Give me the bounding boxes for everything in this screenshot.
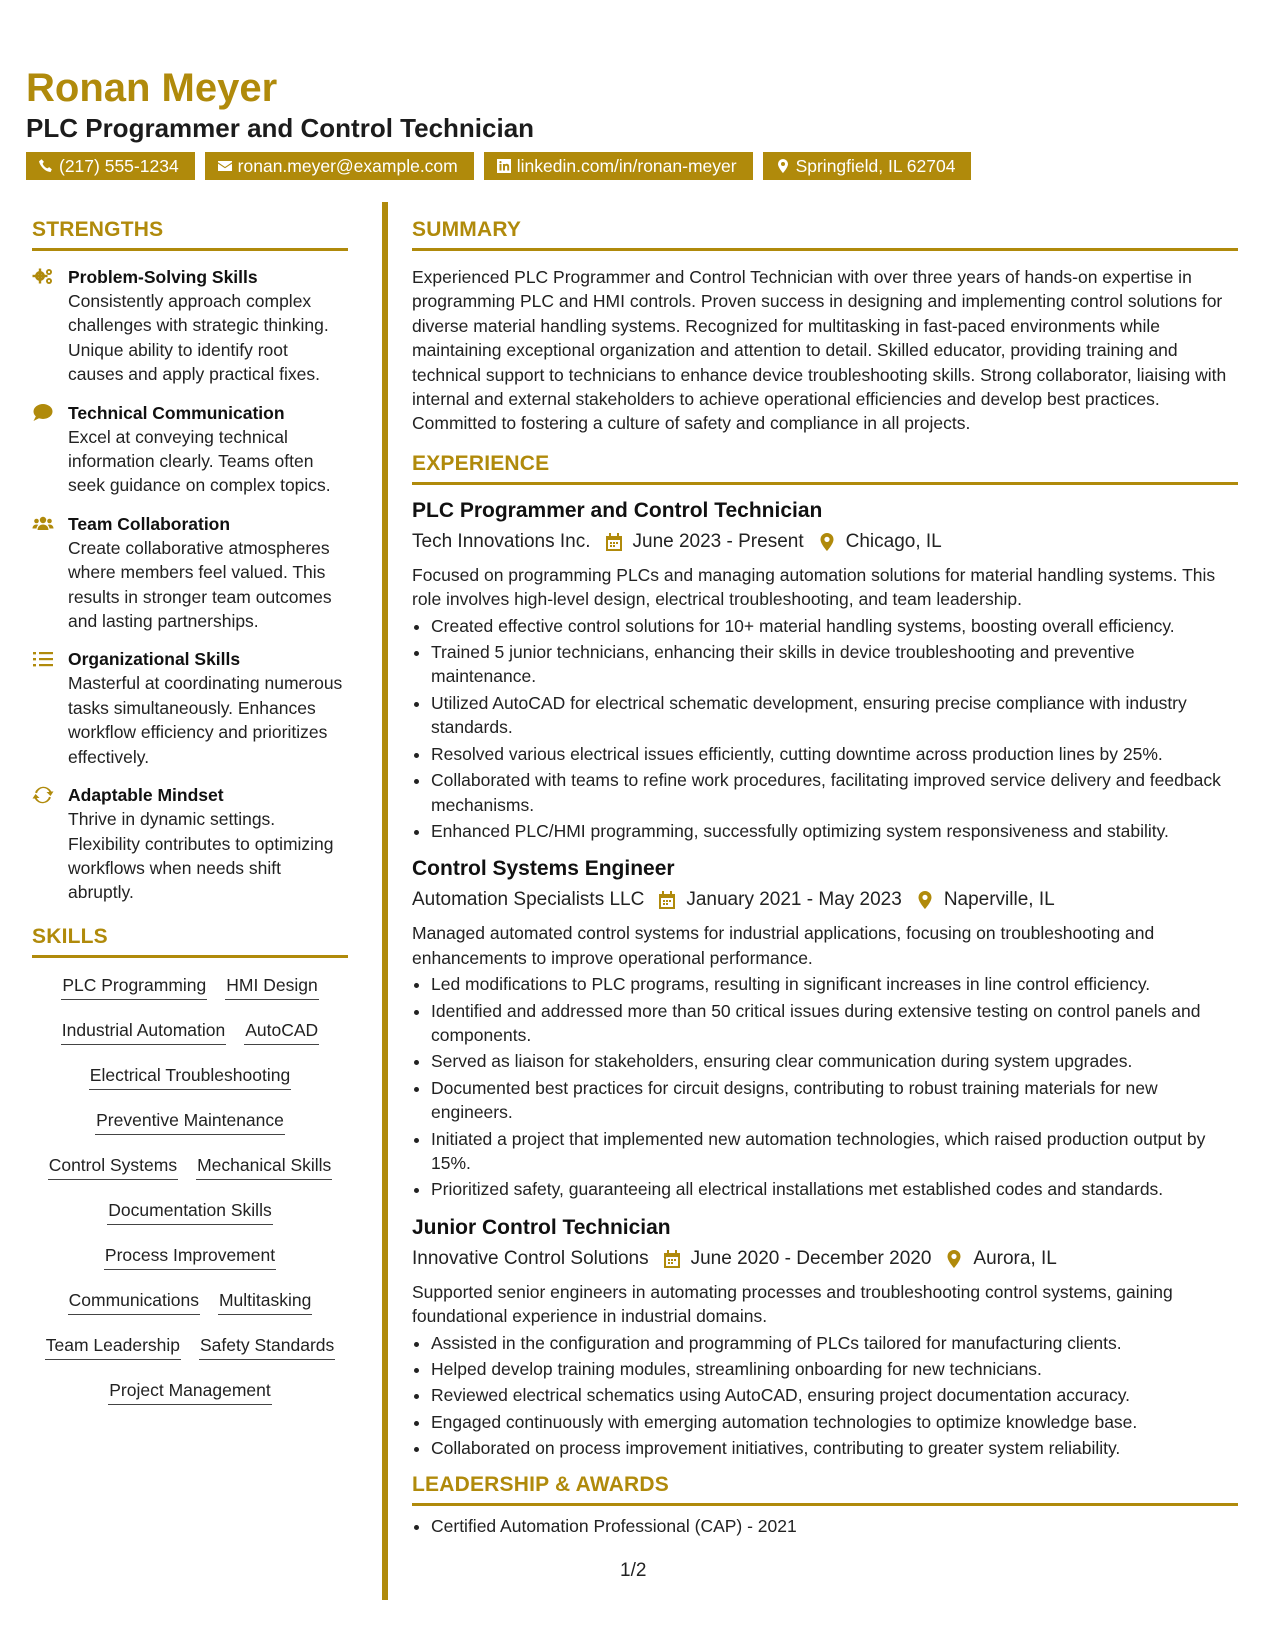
experience-heading: EXPERIENCE [412,452,1238,485]
calendar-icon [605,532,623,552]
skills-row [104,1242,276,1287]
awards-heading: LEADERSHIP & AWARDS [412,1473,1238,1506]
contact-phone-text: (217) 555-1234 [59,156,179,176]
job-bullet: • Engaged continuously with emerging automation technologies to optimize knowledge base. [431,1410,1238,1434]
calendar-icon [658,890,676,910]
contact-linkedin[interactable] [484,152,753,180]
contact-email[interactable] [205,152,474,180]
job-description: Managed automated control systems for industrial applications, focusing on troubleshooting and enhancements to improve operational performance. [412,923,1155,968]
job-bullets [412,614,1238,844]
strength-title: Adaptable Mindset [68,785,224,806]
strength-text: Consistently approach complex challenges with strategic thinking. Unique ability to identify root causes and apply practical fixes. [68,291,329,385]
column-divider [382,202,388,1600]
skill-tag: HMI Design [225,972,318,1000]
skills-row [68,1287,313,1332]
skills-row [107,1197,272,1242]
linkedin-icon [496,158,512,174]
strengths-heading: STRENGTHS [32,218,348,251]
job-meta [412,527,1238,557]
job-dates: January 2021 - May 2023 [686,889,902,911]
skills-row [61,1017,319,1062]
contact-email-text: ronan.meyer@example.com [237,156,458,176]
skill-tag: AutoCAD [244,1017,319,1045]
skill-tag: Project Management [108,1377,271,1405]
strength-title: Problem-Solving Skills [68,267,258,287]
skill-tag: Control Systems [48,1152,178,1180]
speech-bubble-icon [32,403,54,423]
contact-linkedin-text: linkedin.com/in/ronan-meyer [516,156,737,176]
right-column [412,218,1238,1540]
job-location: Aurora, IL [973,1247,1057,1269]
job-bullet: • Initiated a project that implemented new automation technologies, which raised production output by 15%. [431,1127,1238,1176]
award-item: • Certified Automation Professional (CAP) - 2021 [431,1514,1238,1538]
job-bullets [412,972,1238,1202]
job-bullet: • Enhanced PLC/HMI programming, successfully optimizing system responsiveness and stability. [431,819,1238,843]
job-entry [412,855,1238,1201]
skill-tag: Safety Standards [199,1332,335,1360]
job-entry [412,497,1238,843]
job-title: Junior Control Technician [412,1215,671,1239]
skills-row [95,1107,285,1152]
strength-item [32,512,348,634]
contact-bar [26,152,971,180]
summary-text: Experienced PLC Programmer and Control Technician with over three years of hands-on expertise in programming PLC and HMI controls. Proven success in designing and implementing control solutions for diverse material handling systems. Recognized for multitasking in fast-paced environments while maintaining exceptional organization and attention to detail. Skilled educator, providing training and technical support to technicians to enhance device troubleshooting skills. Strong collaborator, liaising with internal and external stakeholders to achieve operational efficiencies and develop best practices. Committed to fostering a culture of safety and compliance in all projects. [412,267,1227,434]
strength-item [32,647,348,769]
map-pin-icon [775,158,791,174]
strength-text: Excel at conveying technical information clearly. Teams often seek guidance on complex topics. [68,426,331,496]
skills-row [48,1152,333,1197]
candidate-role: PLC Programmer and Control Technician [26,113,535,143]
strength-title: Technical Communication [68,402,285,423]
job-title: Control Systems Engineer [412,857,675,881]
contact-location[interactable] [763,152,972,180]
users-icon [32,514,54,534]
skills-row [45,1332,336,1377]
gears-icon [32,267,54,287]
job-location: Chicago, IL [845,530,942,552]
strength-item [32,783,348,905]
skills-row [89,1062,291,1107]
job-bullet: • Collaborated on process improvement initiatives, contributing to greater system reliability. [431,1436,1238,1460]
strength-item [32,401,348,498]
calendar-icon [663,1249,681,1269]
skill-tag: Communications [68,1287,200,1315]
skill-tag: Process Improvement [104,1242,276,1270]
summary-heading: SUMMARY [412,218,1238,251]
phone-icon [38,158,54,174]
awards-list [412,1514,1238,1538]
strength-title: Team Collaboration [68,513,231,534]
skill-tag: Mechanical Skills [196,1152,332,1180]
strength-text: Thrive in dynamic settings. Flexibility contributes to optimizing workflows when needs shift abruptly. [68,809,334,903]
skill-tag: Electrical Troubleshooting [89,1062,291,1090]
strength-title: Organizational Skills [68,649,241,670]
candidate-name: Ronan Meyer [26,66,278,110]
envelope-icon [217,158,233,174]
job-meta [412,885,1238,915]
skill-tag: Multitasking [218,1287,312,1315]
skills-heading: SKILLS [32,925,348,958]
strength-text: Create collaborative atmospheres where members feel valued. This results in stronger team outcomes and lasting partnerships. [68,537,332,632]
job-bullet: • Assisted in the configuration and programming of PLCs tailored for manufacturing clients. [431,1331,1238,1355]
job-company: Innovative Control Solutions [412,1247,649,1269]
skill-tag: Team Leadership [45,1332,181,1360]
job-bullet: • Helped develop training modules, streamlining onboarding for new technicians. [431,1357,1238,1381]
job-bullet: • Led modifications to PLC programs, resulting in significant increases in line control efficiency. [431,972,1238,996]
refresh-icon [32,785,54,805]
job-title: PLC Programmer and Control Technician [412,498,823,522]
skills-list [32,972,348,1422]
strength-text: Masterful at coordinating numerous tasks simultaneously. Enhances workflow efficiency and prioritizes effectively. [68,673,343,767]
strength-item [32,265,348,387]
skills-row [61,972,318,1017]
map-pin-icon [916,890,934,910]
job-dates: June 2023 - Present [632,530,804,552]
contact-phone[interactable] [26,152,195,180]
job-bullet: • Documented best practices for circuit designs, contributing to robust training materials for new engineers. [431,1076,1238,1125]
job-dates: June 2020 - December 2020 [690,1247,932,1269]
job-bullets [412,1331,1238,1461]
job-bullet: • Identified and addressed more than 50 critical issues during extensive testing on control panels and components. [431,999,1238,1048]
skill-tag: Documentation Skills [107,1197,272,1225]
job-entry [412,1214,1238,1461]
contact-location-text: Springfield, IL 62704 [795,156,956,176]
job-description: Supported senior engineers in automating processes and troubleshooting control systems, gaining foundational experience in industrial domains. [412,1281,1173,1327]
strengths-list [32,265,348,905]
job-bullet: • Reviewed electrical schematics using AutoCAD, ensuring project documentation accuracy. [431,1383,1238,1407]
job-bullet: • Resolved various electrical issues efficiently, cutting downtime across production lines by 25%. [431,742,1238,766]
job-bullet: • Trained 5 junior technicians, enhancing their skills in device troubleshooting and preventive maintenance. [431,640,1238,689]
map-pin-icon [945,1249,963,1269]
list-icon [32,649,54,669]
left-column [32,218,348,1422]
job-meta [412,1244,1238,1274]
job-bullet: • Utilized AutoCAD for electrical schematic development, ensuring precise compliance with industry standards. [431,691,1238,740]
job-bullet: • Prioritized safety, guaranteeing all electrical installations met established codes and standards. [431,1177,1238,1201]
job-location: Naperville, IL [943,889,1055,911]
job-description: Focused on programming PLCs and managing automation solutions for material handling systems. This role involves high-level design, electrical troubleshooting, and team leadership. [412,564,1216,610]
job-bullet: • Served as liaison for stakeholders, ensuring clear communication during system upgrades. [431,1049,1238,1073]
page-number: 1/2 [620,1560,647,1581]
skill-tag: PLC Programming [61,972,207,1000]
job-bullet: • Collaborated with teams to refine work procedures, facilitating improved service delivery and feedback mechanisms. [431,768,1238,817]
skill-tag: Preventive Maintenance [95,1107,285,1135]
skills-row [108,1377,271,1422]
skill-tag: Industrial Automation [61,1017,226,1045]
job-company: Tech Innovations Inc. [412,530,591,552]
job-company: Automation Specialists LLC [412,889,645,911]
job-bullet: • Created effective control solutions for 10+ material handling systems, boosting overall efficiency. [431,614,1238,638]
map-pin-icon [818,532,836,552]
